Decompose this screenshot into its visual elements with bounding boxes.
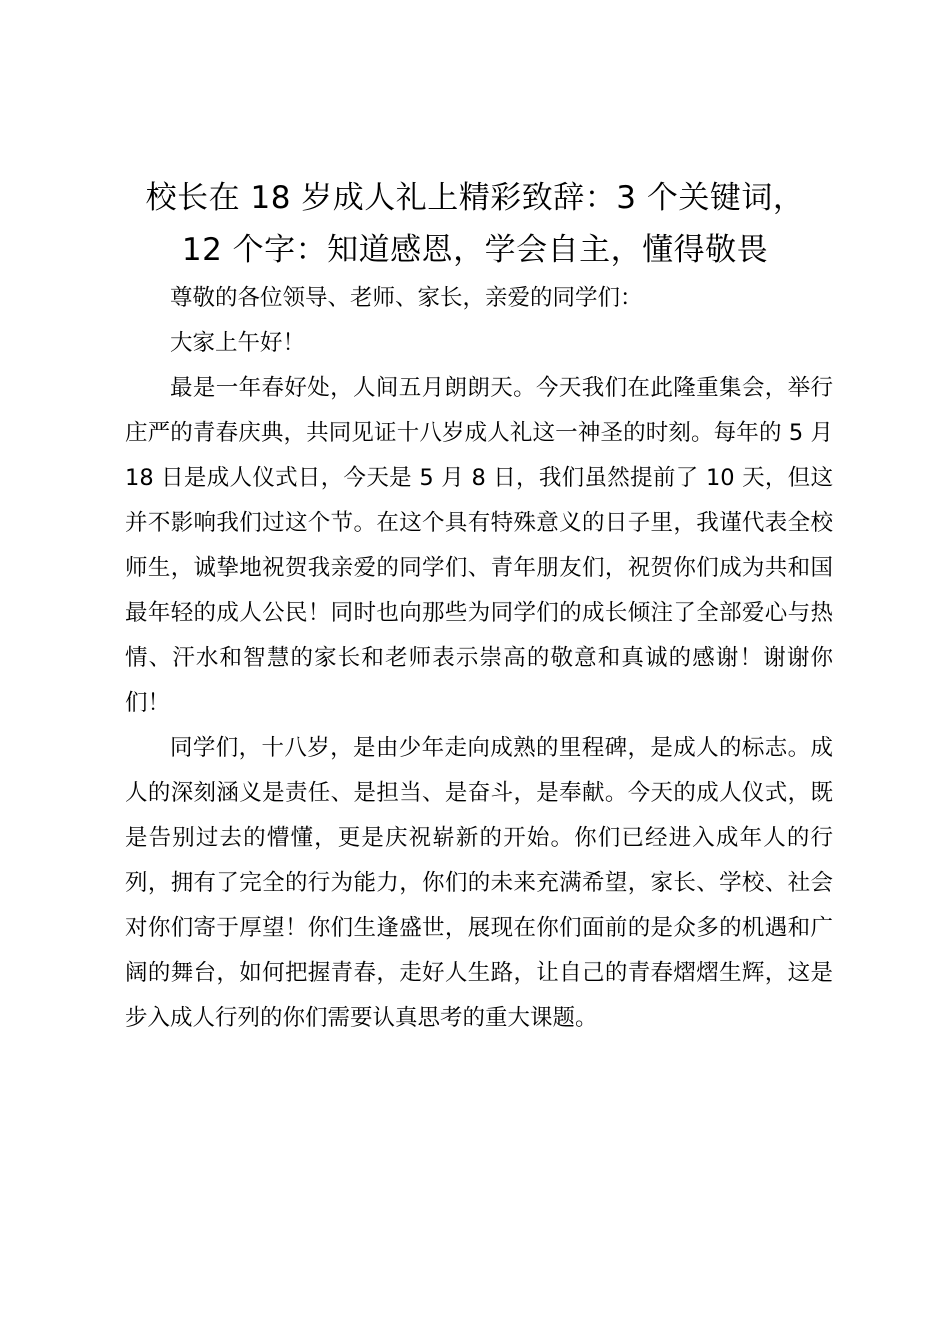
salutation: 尊敬的各位领导、老师、家长，亲爱的同学们： xyxy=(170,285,643,311)
greeting: 大家上午好！ xyxy=(170,330,306,356)
title-line-1: 校长在 18 岁成人礼上精彩致辞：3 个关键词， xyxy=(145,180,805,216)
title-line-2: 12 个字：知道感恩，学会自主，懂得敬畏 xyxy=(181,232,769,268)
document-title xyxy=(120,172,830,276)
paragraph-opening: 最是一年春好处，人间五月朗朗天。今天我们在此隆重集会，举行庄严的青春庆典，共同见证十八岁成人礼这一神圣的时刻。每年的 5 月 18 日是成人仪式日，今天是 5 月 8 日，我们虽然提前了 10 天，但这并不影响我们过这个节。在这个具有特殊意义的日子里，我谨代表全校师生，诚挚地祝贺我亲爱的同学们、青年朋友们，祝贺你们成为共和国最年轻的成人公民！同时也向那些为同学们的成长倾注了全部爱心与热情、汗水和智慧的家长和老师表示崇高的敬意和真诚的感谢！谢谢你们！ xyxy=(125,375,833,716)
paragraph-coming-of-age: 同学们，十八岁，是由少年走向成熟的里程碑，是成人的标志。成人的深刻涵义是责任、是担当、是奋斗，是奉献。今天的成人仪式，既是告别过去的懵懂，更是庆祝崭新的开始。你们已经进入成年人的行列，拥有了完全的行为能力，你们的未来充满希望，家长、学校、社会对你们寄于厚望！你们生逢盛世，展现在你们面前的是众多的机遇和广阔的舞台，如何把握青春，走好人生路，让自己的青春熠熠生辉，这是步入成人行列的你们需要认真思考的重大课题。 xyxy=(125,735,833,1031)
document-body xyxy=(125,276,833,1041)
